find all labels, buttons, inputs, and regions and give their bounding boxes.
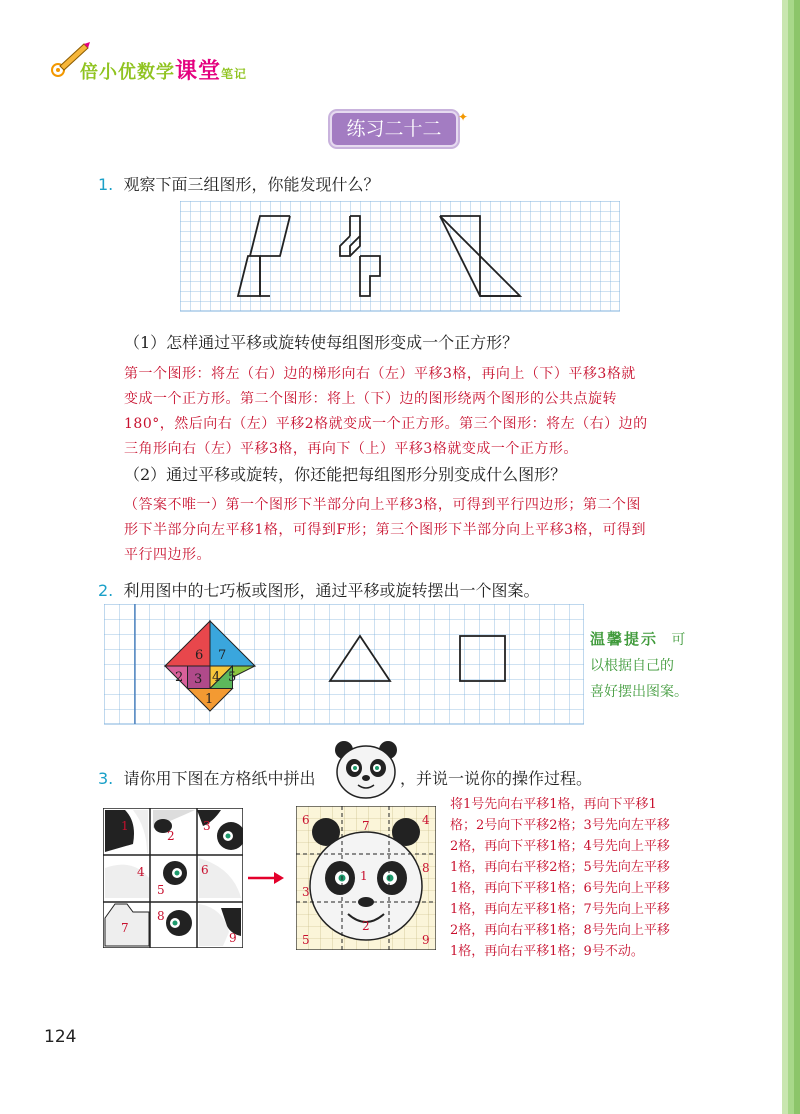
panda-icon	[334, 740, 398, 800]
assembled-label-5: 5	[302, 933, 310, 947]
warm-tip: 温馨提示 可 以根据自己的 喜好摆出图案。	[590, 630, 688, 700]
tangram-label-2: 2	[175, 670, 184, 685]
brand-title: 倍小优数学课堂笔记	[80, 59, 248, 84]
page-number: 124	[44, 1027, 77, 1047]
brand-logo	[46, 40, 306, 90]
panda-puzzle-scrambled	[103, 808, 243, 948]
scrambled-label-5: 5	[157, 883, 165, 897]
panda-puzzle-assembled	[296, 806, 436, 950]
assembled-label-7: 7	[362, 819, 370, 833]
question-3: 3. 请你用下图在方格纸中拼出	[98, 769, 316, 788]
assembled-label-9: 9	[422, 933, 430, 947]
q1-answer-2: （答案不唯一）第一个图形下半部分向上平移3格，可得到平行四边形；第二个图 形下半部分向左平移1格，可得到F形；第三个图形下半部分向上平移3格，可得到 平行四边形。	[124, 497, 647, 563]
assembled-label-2: 2	[362, 919, 370, 933]
scrambled-label-6: 6	[201, 863, 209, 877]
q1-subquestion-2: （2）通过平移或旋转，你还能把每组图形分别变成什么图形？	[124, 465, 567, 484]
scrambled-label-8: 8	[157, 909, 165, 923]
q3-answer: 将1号先向右平移1格，再向下平移1 格；2号向下平移2格；3号先向左平移 2格，再向下平移1格；4号先向上平移 1格，再向右平移2格；5号先向左平移 1格，再向下平移1格；6号先向上平移 1格，再向左平移1格；7号先向上平移 2格，再向右平移1格；8号先向上平移 1格，再向右平移1格；9号不动。	[450, 797, 670, 959]
assembled-label-1: 1	[360, 869, 368, 883]
sparkle-icon: ✦	[458, 110, 469, 124]
tangram-label-7: 7	[218, 648, 227, 663]
assembled-label-6: 6	[302, 813, 310, 827]
right-arrow-icon	[246, 870, 286, 886]
assembled-label-3: 3	[302, 885, 310, 899]
scrambled-label-4: 4	[137, 865, 145, 879]
q1-grid-figure	[180, 201, 620, 313]
scrambled-label-7: 7	[121, 921, 129, 935]
scrambled-label-2: 2	[167, 829, 175, 843]
edge-stripes	[782, 0, 800, 1114]
q1-answer-1: 第一个图形：将左（右）边的梯形向右（左）平移3格，再向上（下）平移3格就 变成一个正方形。第二个图形：将上（下）边的图形绕两个图形的公共点旋转 180°，然后向右（左）平移2格就变成一个正方形。第三个图形：将左（右）边的 三角形向右（左）平移3格，再向下（上）平移3格就变成一个正方形。	[124, 366, 648, 457]
tangram-label-1: 1	[205, 692, 214, 707]
question-1: 1. 观察下面三组图形，你能发现什么？	[98, 175, 380, 194]
question-3-tail: ，并说一说你的操作过程。	[400, 769, 593, 788]
scrambled-label-3: 3	[203, 819, 211, 833]
exercise-title: 练习二十二	[330, 111, 458, 147]
tangram-label-5: 5	[228, 670, 237, 685]
scrambled-label-1: 1	[121, 819, 129, 833]
question-2: 2. 利用图中的七巧板或图形，通过平移或旋转摆出一个图案。	[98, 581, 540, 600]
tangram-label-3: 3	[194, 672, 203, 687]
q2-grid-figure	[104, 604, 584, 726]
q1-subquestion-1: （1）怎样通过平移或旋转使每组图形变成一个正方形？	[124, 333, 519, 352]
scrambled-label-9: 9	[229, 931, 237, 945]
tangram-label-4: 4	[212, 670, 221, 685]
assembled-label-4: 4	[422, 813, 430, 827]
tangram-label-6: 6	[195, 648, 204, 663]
assembled-label-8: 8	[422, 861, 430, 875]
